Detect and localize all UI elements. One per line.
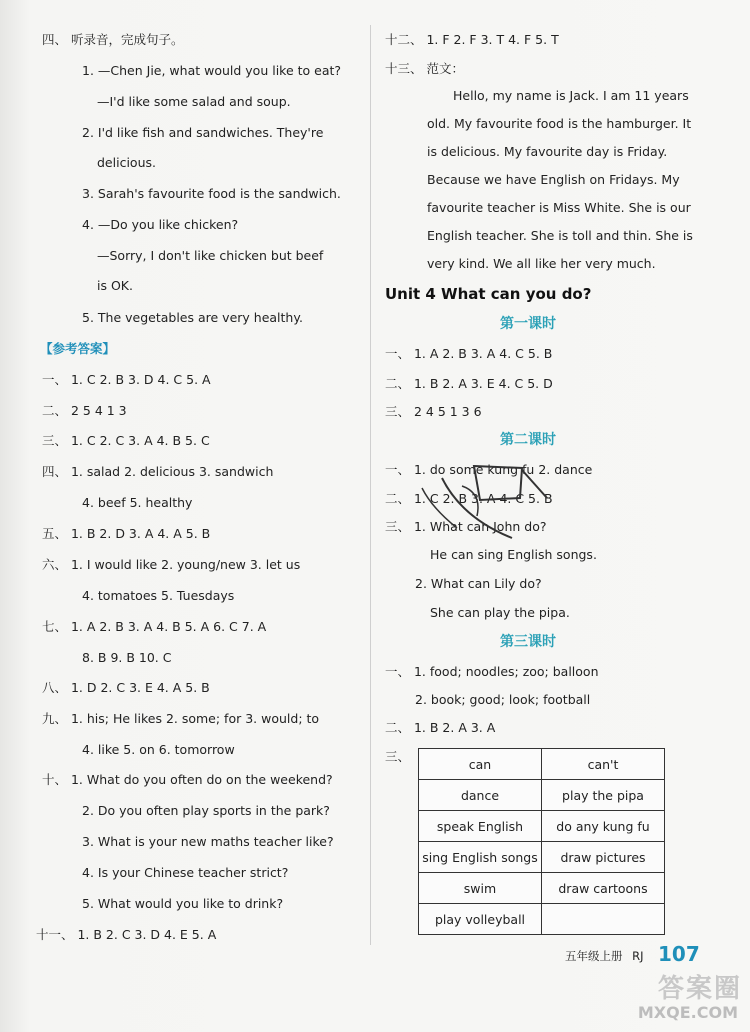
table-cell-can: sing English songs [419, 842, 542, 873]
answer-10b: 2. Do you often play sports in the park? [82, 803, 330, 818]
answer-1: 一、 1. C 2. B 3. D 4. C 5. A [42, 372, 211, 387]
answer-6a: 六、 1. I would like 2. young/new 3. let us [42, 557, 301, 572]
table-cell-cant: draw cartoons [542, 873, 665, 904]
answer-7a: 七、 1. A 2. B 3. A 4. B 5. A 6. C 7. A [42, 619, 267, 634]
answer-4a: 四、 1. salad 2. delicious 3. sandwich [42, 464, 274, 479]
table-cell-can: swim [419, 873, 542, 904]
lesson-2-answer-3a: 三、 1. What can John do? [385, 519, 547, 534]
listening-item-3: 3. Sarah's favourite food is the sandwich. [82, 186, 341, 201]
answer-11: 十一、 1. B 2. C 3. D 4. E 5. A [36, 927, 217, 942]
essay-line-5: favourite teacher is Miss White. She is our [427, 200, 691, 215]
lesson-2-title: 第二课时 [500, 432, 556, 448]
answers-tag: 【参考答案】 [40, 341, 116, 356]
lesson-2-answer-3b: He can sing English songs. [430, 547, 597, 562]
edition-label: RJ [632, 949, 644, 963]
essay-line-3: is delicious. My favourite day is Friday. [427, 144, 668, 159]
lesson-3-answer-1a: 一、 1. food; noodles; zoo; balloon [385, 664, 599, 679]
lesson-2-answer-3c: 2. What can Lily do? [415, 576, 542, 591]
answer-10c: 3. What is your new maths teacher like? [82, 834, 334, 849]
listening-item-2a: 2. I'd like fish and sandwiches. They're [82, 125, 324, 140]
essay-line-1: Hello, my name is Jack. I am 11 years [453, 88, 689, 103]
lesson-3-answer-3: 三、 [385, 749, 411, 764]
listening-item-2b: delicious. [97, 155, 156, 170]
table-cell-can: dance [419, 780, 542, 811]
listening-item-1a: 1. —Chen Jie, what would you like to eat? [82, 63, 342, 78]
unit-title: Unit 4 What can you do? [385, 285, 592, 303]
answer-13-title: 十三、 范文： [385, 61, 464, 76]
essay-line-2: old. My favourite food is the hamburger. It [427, 116, 692, 131]
answer-6b: 4. tomatoes 5. Tuesdays [82, 588, 235, 603]
table-cell-cant: can't [542, 749, 665, 780]
answer-10a: 十、 1. What do you often do on the weekend? [42, 772, 333, 787]
answer-5: 五、 1. B 2. D 3. A 4. A 5. B [42, 526, 211, 541]
listening-item-1b: —I'd like some salad and soup. [97, 94, 291, 109]
table-cell-cant: draw pictures [542, 842, 665, 873]
lesson-3-answer-2: 二、 1. B 2. A 3. A [385, 720, 496, 735]
answer-10e: 5. What would you like to drink? [82, 896, 284, 911]
lesson-1-answer-1: 一、 1. A 2. B 3. A 4. C 5. B [385, 346, 553, 361]
watermark-logo: 答案圈 [657, 974, 742, 1004]
can-cant-table [418, 748, 665, 935]
lesson-1-answer-3: 三、 2 4 5 1 3 6 [385, 404, 482, 419]
table-row [419, 873, 665, 904]
table-row [419, 811, 665, 842]
answer-3: 三、 1. C 2. C 3. A 4. B 5. C [42, 433, 210, 448]
lesson-3-answer-1b: 2. book; good; look; football [415, 692, 591, 707]
answer-9b: 4. like 5. on 6. tomorrow [82, 742, 235, 757]
answer-2: 二、 2 5 4 1 3 [42, 403, 127, 418]
listening-item-5: 5. The vegetables are very healthy. [82, 310, 303, 325]
essay-line-4: Because we have English on Fridays. My [427, 172, 680, 187]
answer-4b: 4. beef 5. healthy [82, 495, 193, 510]
answer-8: 八、 1. D 2. C 3. E 4. A 5. B [42, 680, 210, 695]
lesson-3-title: 第三课时 [500, 634, 556, 650]
table-cell-cant [542, 904, 665, 935]
table-row [419, 780, 665, 811]
lesson-2-answer-1: 一、 1. do some kung fu 2. dance [385, 462, 593, 477]
page-number: 107 [658, 942, 700, 966]
answer-12: 十二、 1. F 2. F 3. T 4. F 5. T [385, 32, 559, 47]
lesson-1-title: 第一课时 [500, 316, 556, 332]
lesson-2-answer-3d: She can play the pipa. [430, 605, 570, 620]
table-cell-cant: do any kung fu [542, 811, 665, 842]
footer-grade [565, 948, 644, 964]
answer-10d: 4. Is your Chinese teacher strict? [82, 865, 289, 880]
answer-7b: 8. B 9. B 10. C [82, 650, 172, 665]
listening-item-4c: is OK. [97, 278, 133, 293]
column-divider [370, 25, 371, 945]
section-4-title: 四、 听录音，完成句子。 [42, 32, 184, 47]
table-cell-can: play volleyball [419, 904, 542, 935]
lesson-1-answer-2: 二、 1. B 2. A 3. E 4. C 5. D [385, 376, 553, 391]
lesson-2-answer-2: 二、 1. C 2. B 3. A 4. C 5. B [385, 491, 553, 506]
table-cell-can: speak English [419, 811, 542, 842]
table-row [419, 904, 665, 935]
essay-line-6: English teacher. She is toll and thin. She is [427, 228, 693, 243]
essay-line-7: very kind. We all like her very much. [427, 256, 656, 271]
grade-label: 五年级上册 [565, 949, 623, 963]
answer-9a: 九、 1. his; He likes 2. some; for 3. would; to [42, 711, 320, 726]
listening-item-4a: 4. —Do you like chicken? [82, 217, 239, 232]
table-cell-cant: play the pipa [542, 780, 665, 811]
table-row [419, 842, 665, 873]
table-row [419, 749, 665, 780]
table-cell-can: can [419, 749, 542, 780]
watermark-url: MXQE.COM [637, 1003, 738, 1022]
listening-item-4b: —Sorry, I don't like chicken but beef [97, 248, 324, 263]
